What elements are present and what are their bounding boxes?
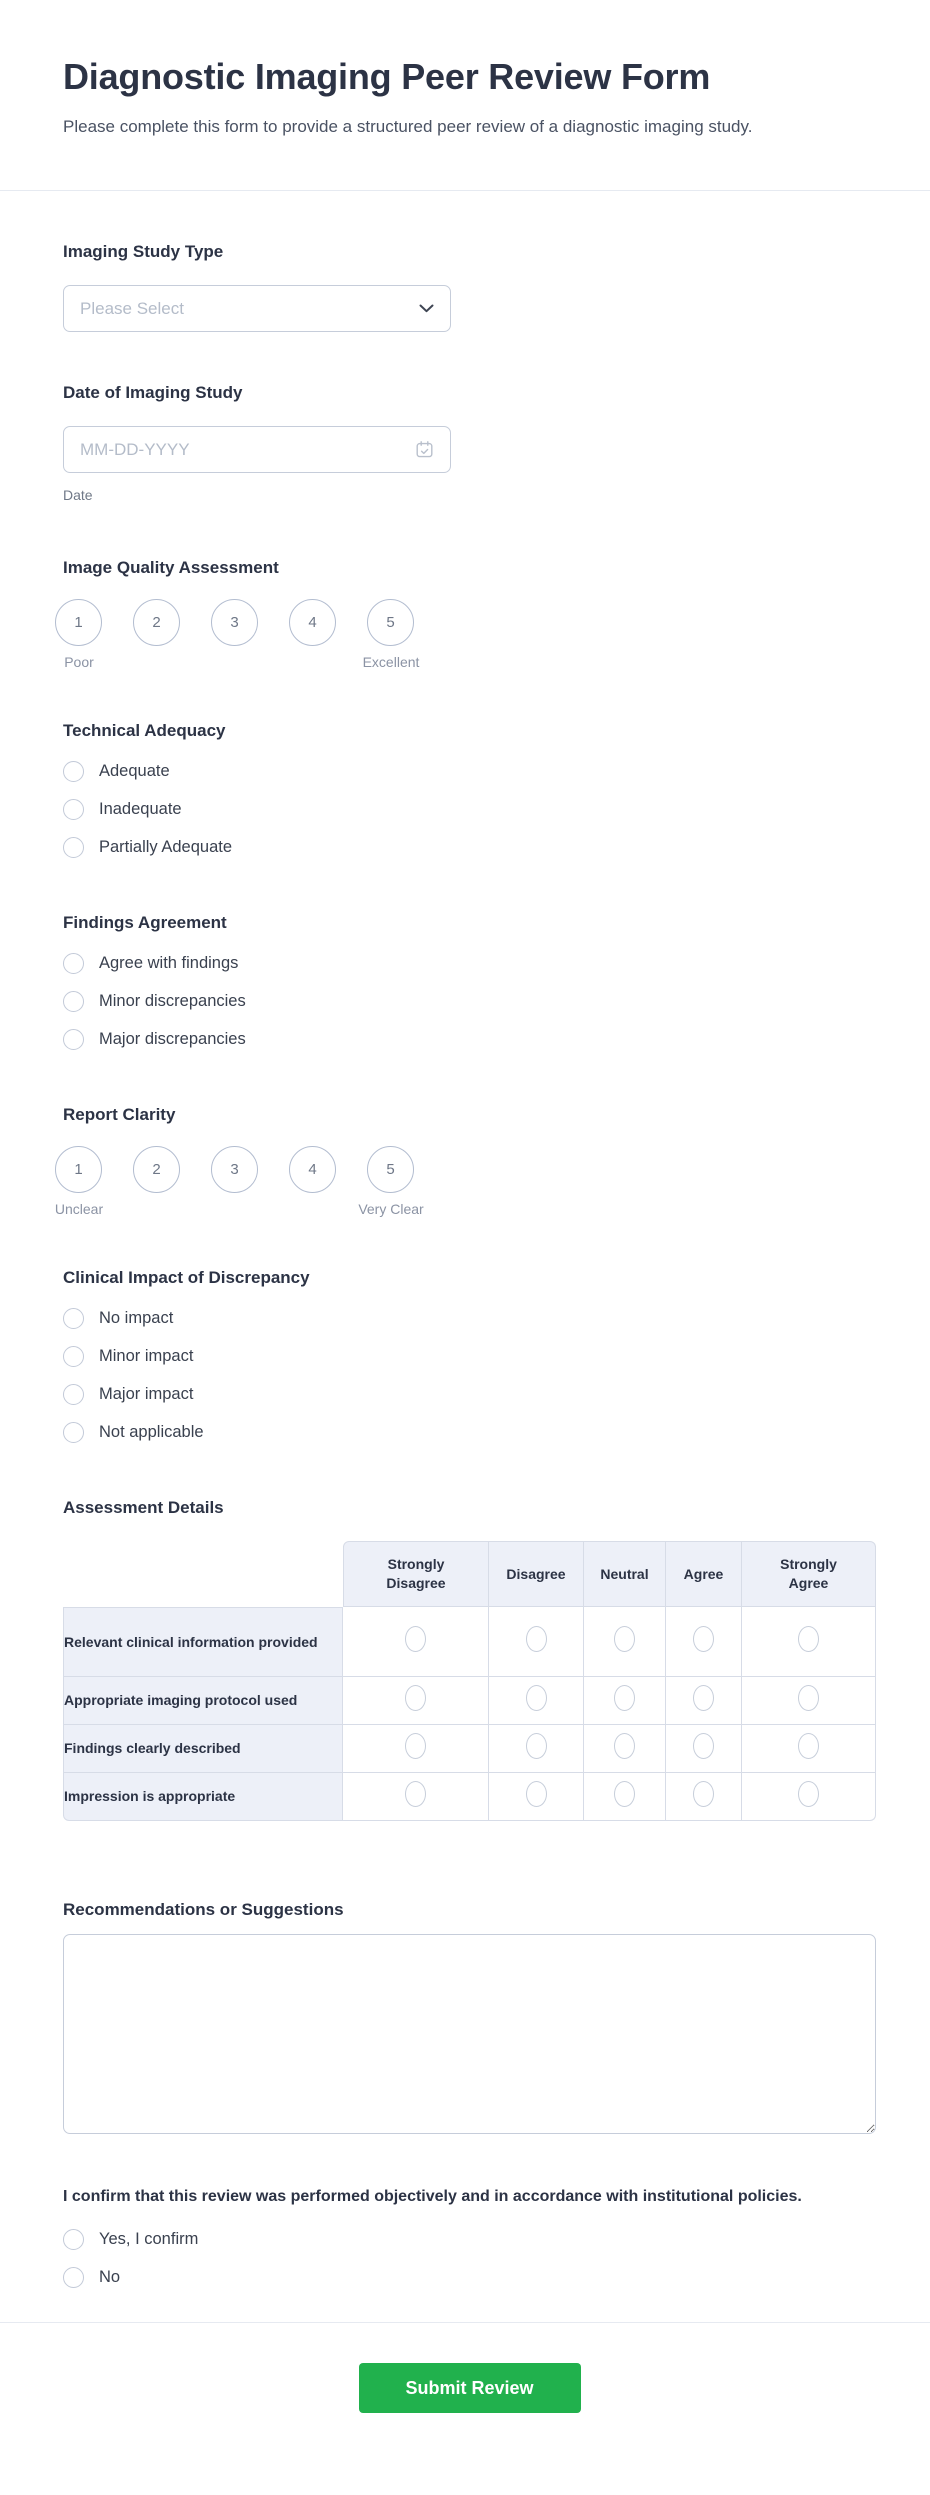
matrix-cell xyxy=(489,1773,584,1821)
matrix-radio[interactable] xyxy=(405,1733,426,1759)
matrix-cell xyxy=(489,1677,584,1725)
radio-label: Minor discrepancies xyxy=(99,992,246,1010)
radio-icon[interactable] xyxy=(63,837,84,858)
radio-label: No xyxy=(99,2268,121,2286)
field-confirmation xyxy=(63,2185,877,2288)
assessment-matrix-table xyxy=(63,1541,876,1821)
radio-icon[interactable] xyxy=(63,991,84,1012)
radio-icon[interactable] xyxy=(63,1422,84,1443)
field-recommendations xyxy=(63,1899,877,2139)
matrix-row xyxy=(63,1677,876,1725)
radio-label: No impact xyxy=(99,1309,174,1327)
radio-icon[interactable] xyxy=(63,953,84,974)
matrix-cell xyxy=(343,1677,489,1725)
matrix-cell xyxy=(666,1607,742,1677)
findings-agreement-options xyxy=(63,953,877,1050)
form-title: Diagnostic Imaging Peer Review Form xyxy=(63,56,711,97)
matrix-cell xyxy=(489,1607,584,1677)
matrix-col-header: Agree xyxy=(666,1541,742,1607)
form-subtitle: Please complete this form to provide a structured peer review of a diagnostic imaging study. xyxy=(63,117,753,136)
matrix-corner-cell xyxy=(63,1541,343,1607)
study-type-selected-value: Please Select xyxy=(80,298,184,318)
matrix-cell xyxy=(742,1607,876,1677)
matrix-radio[interactable] xyxy=(614,1685,635,1711)
radio-icon[interactable] xyxy=(63,1308,84,1329)
report-clarity-max-label: Very Clear xyxy=(358,1201,424,1217)
matrix-row xyxy=(63,1725,876,1773)
radio-icon[interactable] xyxy=(63,1029,84,1050)
matrix-cell xyxy=(584,1773,666,1821)
radio-option-inadequate[interactable] xyxy=(63,799,877,820)
study-date-label: Date of Imaging Study xyxy=(63,383,243,402)
matrix-cell xyxy=(666,1677,742,1725)
matrix-col-header: Strongly Agree xyxy=(742,1541,876,1607)
matrix-cell xyxy=(343,1607,489,1677)
study-type-select[interactable] xyxy=(63,285,451,332)
matrix-radio[interactable] xyxy=(693,1685,714,1711)
study-date-subnote: Date xyxy=(63,487,93,503)
field-imaging-study-type xyxy=(63,241,877,332)
radio-icon[interactable] xyxy=(63,2267,84,2288)
report-clarity-scale-option-5[interactable]: 5 xyxy=(367,1146,414,1193)
matrix-radio[interactable] xyxy=(798,1626,819,1652)
radio-icon[interactable] xyxy=(63,2229,84,2250)
matrix-radio[interactable] xyxy=(526,1781,547,1807)
field-clinical-impact xyxy=(63,1267,877,1443)
matrix-radio[interactable] xyxy=(614,1733,635,1759)
report-clarity-scale-option-2[interactable]: 2 xyxy=(133,1146,180,1193)
radio-icon[interactable] xyxy=(63,799,84,820)
radio-option-minor-discrepancies[interactable] xyxy=(63,991,877,1012)
technical-adequacy-options xyxy=(63,761,877,858)
radio-option-minor-impact[interactable] xyxy=(63,1346,877,1367)
radio-label: Major impact xyxy=(99,1385,194,1403)
image-quality-scale-option-3[interactable]: 3 xyxy=(211,599,258,646)
matrix-row-label: Findings clearly described xyxy=(63,1725,343,1773)
study-date-box[interactable] xyxy=(63,426,451,473)
field-image-quality-assessment xyxy=(63,557,877,672)
submit-review-button[interactable]: Submit Review xyxy=(359,2363,581,2413)
matrix-col-header: Disagree xyxy=(489,1541,584,1607)
radio-icon[interactable] xyxy=(63,1384,84,1405)
matrix-cell xyxy=(584,1677,666,1725)
image-quality-scale xyxy=(55,599,420,672)
report-clarity-scale xyxy=(54,1146,424,1219)
matrix-cell xyxy=(666,1773,742,1821)
form-header xyxy=(0,0,930,191)
field-assessment-details xyxy=(63,1497,877,1821)
radio-label: Adequate xyxy=(99,762,170,780)
clinical-impact-label: Clinical Impact of Discrepancy xyxy=(63,1268,310,1287)
image-quality-scale-option-5[interactable]: 5 xyxy=(367,599,414,646)
report-clarity-scale-option-4[interactable]: 4 xyxy=(289,1146,336,1193)
radio-option-partially-adequate[interactable] xyxy=(63,837,877,858)
matrix-radio[interactable] xyxy=(614,1626,635,1652)
radio-label: Agree with findings xyxy=(99,954,239,972)
matrix-row-label: Appropriate imaging protocol used xyxy=(63,1677,343,1725)
field-findings-agreement xyxy=(63,912,877,1050)
matrix-row xyxy=(63,1773,876,1821)
matrix-radio[interactable] xyxy=(693,1626,714,1652)
calendar-icon[interactable] xyxy=(415,440,434,459)
matrix-header-row xyxy=(63,1541,876,1607)
matrix-radio[interactable] xyxy=(526,1626,547,1652)
image-quality-scale-option-2[interactable]: 2 xyxy=(133,599,180,646)
radio-label: Major discrepancies xyxy=(99,1030,246,1048)
radio-option-major-impact[interactable] xyxy=(63,1384,877,1405)
study-date-input[interactable] xyxy=(80,440,415,460)
form-body xyxy=(0,241,930,2466)
radio-option-adequate[interactable] xyxy=(63,761,877,782)
image-quality-label: Image Quality Assessment xyxy=(63,558,279,577)
matrix-cell xyxy=(742,1773,876,1821)
radio-option-major-discrepancies[interactable] xyxy=(63,1029,877,1050)
radio-icon[interactable] xyxy=(63,1346,84,1367)
radio-icon[interactable] xyxy=(63,761,84,782)
confirmation-options xyxy=(63,2229,877,2288)
recommendations-label: Recommendations or Suggestions xyxy=(63,1900,344,1919)
report-clarity-min-label: Unclear xyxy=(54,1201,104,1217)
image-quality-max-label: Excellent xyxy=(362,654,420,670)
radio-option-yes-i-confirm[interactable] xyxy=(63,2229,877,2250)
matrix-cell xyxy=(584,1725,666,1773)
matrix-cell xyxy=(742,1677,876,1725)
technical-adequacy-label: Technical Adequacy xyxy=(63,721,226,740)
matrix-row-label: Impression is appropriate xyxy=(63,1773,343,1821)
radio-label: Partially Adequate xyxy=(99,838,233,856)
matrix-cell xyxy=(584,1607,666,1677)
chevron-down-icon xyxy=(419,304,434,313)
matrix-radio[interactable] xyxy=(405,1781,426,1807)
radio-label: Minor impact xyxy=(99,1347,194,1365)
matrix-radio[interactable] xyxy=(693,1781,714,1807)
report-clarity-label: Report Clarity xyxy=(63,1105,176,1124)
radio-option-no-impact[interactable] xyxy=(63,1308,877,1329)
recommendations-textarea[interactable] xyxy=(63,1934,876,2134)
radio-option-no[interactable] xyxy=(63,2267,877,2288)
radio-label: Inadequate xyxy=(99,800,182,818)
image-quality-min-label: Poor xyxy=(64,654,94,670)
matrix-radio[interactable] xyxy=(798,1733,819,1759)
image-quality-scale-option-4[interactable]: 4 xyxy=(289,599,336,646)
field-date-of-imaging-study xyxy=(63,382,877,503)
matrix-col-header: Strongly Disagree xyxy=(343,1541,489,1607)
matrix-radio[interactable] xyxy=(405,1685,426,1711)
matrix-radio[interactable] xyxy=(693,1733,714,1759)
matrix-radio[interactable] xyxy=(614,1781,635,1807)
radio-option-agree-with-findings[interactable] xyxy=(63,953,877,974)
confirmation-label: I confirm that this review was performed objectively and in accordance with institutional policies. xyxy=(63,2188,802,2205)
matrix-row-label: Relevant clinical information provided xyxy=(63,1607,343,1677)
image-quality-scale-option-1[interactable]: 1 xyxy=(55,599,102,646)
field-report-clarity xyxy=(54,1104,877,1219)
report-clarity-scale-option-1[interactable]: 1 xyxy=(55,1146,102,1193)
matrix-cell xyxy=(742,1725,876,1773)
matrix-cell xyxy=(489,1725,584,1773)
clinical-impact-options xyxy=(63,1308,877,1443)
radio-option-not-applicable[interactable] xyxy=(63,1422,877,1443)
matrix-radio[interactable] xyxy=(526,1733,547,1759)
matrix-cell xyxy=(343,1725,489,1773)
divider xyxy=(0,2322,930,2323)
matrix-cell xyxy=(666,1725,742,1773)
assessment-details-label: Assessment Details xyxy=(63,1498,224,1517)
radio-label: Yes, I confirm xyxy=(99,2230,199,2248)
submit-row xyxy=(63,2363,876,2466)
matrix-radio[interactable] xyxy=(405,1626,426,1652)
imaging-study-type-label: Imaging Study Type xyxy=(63,242,224,261)
findings-agreement-label: Findings Agreement xyxy=(63,913,227,932)
matrix-radio[interactable] xyxy=(526,1685,547,1711)
field-technical-adequacy xyxy=(63,720,877,858)
matrix-radio[interactable] xyxy=(798,1781,819,1807)
matrix-radio[interactable] xyxy=(798,1685,819,1711)
matrix-row xyxy=(63,1607,876,1677)
matrix-cell xyxy=(343,1773,489,1821)
radio-label: Not applicable xyxy=(99,1423,204,1441)
matrix-col-header: Neutral xyxy=(584,1541,666,1607)
report-clarity-scale-option-3[interactable]: 3 xyxy=(211,1146,258,1193)
